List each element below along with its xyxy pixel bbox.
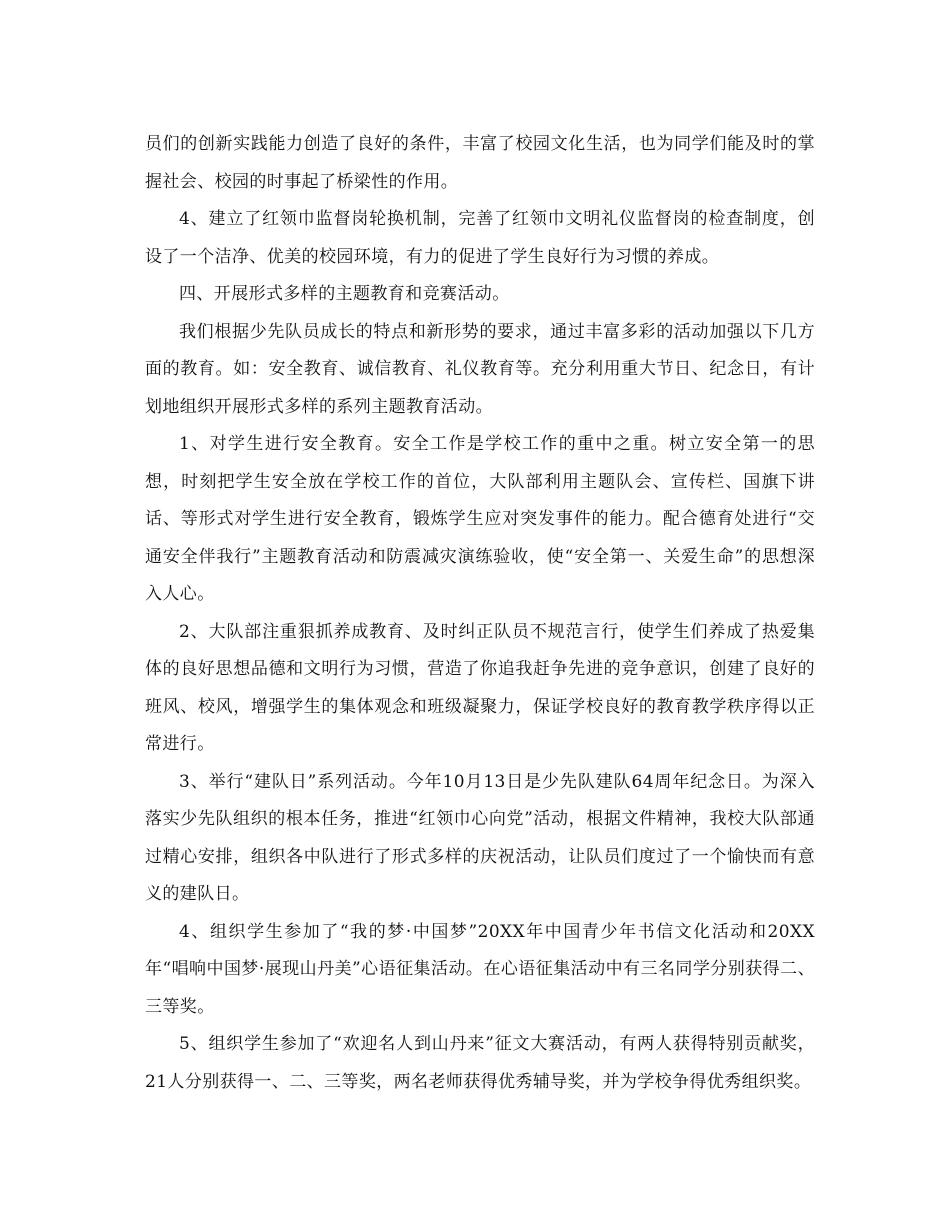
document-body — [145, 126, 815, 1101]
paragraph-intro: 我们根据少先队员成长的特点和新形势的要求，通过丰富多彩的活动加强以下几方面的教育。如：安全教育、诚信教育、礼仪教育等。充分利用重大节日、纪念日，有计划地组织开展形式多样的系列主题教育活动。 — [145, 321, 815, 417]
paragraph-item-4-letters: 4、组织学生参加了“我的梦·中国梦”20XX年中国青少年书信文化活动和20XX年“唱响中国梦·展现山丹美”心语征集活动。在心语征集活动中有三名同学分别获得二、三等奖。 — [145, 921, 815, 1017]
paragraph-item-4-supervision: 4、建立了红领巾监督岗轮换机制，完善了红领巾文明礼仪监督岗的检查制度，创设了一个洁净、优美的校园环境，有力的促进了学生良好行为习惯的养成。 — [145, 209, 815, 267]
section-heading-4: 四、开展形式多样的主题教育和竞赛活动。 — [179, 284, 510, 304]
paragraph-item-5-essay: 5、组织学生参加了“欢迎名人到山丹来”征文大赛活动，有两人获得特别贡献奖，21人分别获得一、二、三等奖，两名老师获得优秀辅导奖，并为学校争得优秀组织奖。 — [145, 1034, 815, 1092]
paragraph-item-2-habits: 2、大队部注重狠抓养成教育、及时纠正队员不规范言行，使学生们养成了热爱集体的良好思想品德和文明行为习惯，营造了你追我赶争先进的竞争意识，创建了良好的班风、校风，增强学生的集体观念和班级凝聚力，保证学校良好的教育教学秩序得以正常进行。 — [145, 621, 815, 754]
paragraph-continuation: 员们的创新实践能力创造了良好的条件，丰富了校园文化生活，也为同学们能及时的掌握社会、校园的时事起了桥梁性的作用。 — [145, 134, 815, 192]
paragraph-item-1-safety: 1、对学生进行安全教育。安全工作是学校工作的重中之重。树立安全第一的思想，时刻把学生安全放在学校工作的首位，大队部利用主题队会、宣传栏、国旗下讲话、等形式对学生进行安全教育，锻炼学生应对突发事件的能力。配合德育处进行“交通安全伴我行”主题教育活动和防震减灾演练验收，使“安全第一、关爱生命”的思想深入人心。 — [145, 434, 815, 604]
paragraph-item-3-team-day: 3、举行“建队日”系列活动。今年10月13日是少先队建队64周年纪念日。为深入落实少先队组织的根本任务，推进“红领巾心向党”活动，根据文件精神，我校大队部通过精心安排，组织各中队进行了形式多样的庆祝活动，让队员们度过了一个愉快而有意义的建队日。 — [145, 771, 815, 904]
